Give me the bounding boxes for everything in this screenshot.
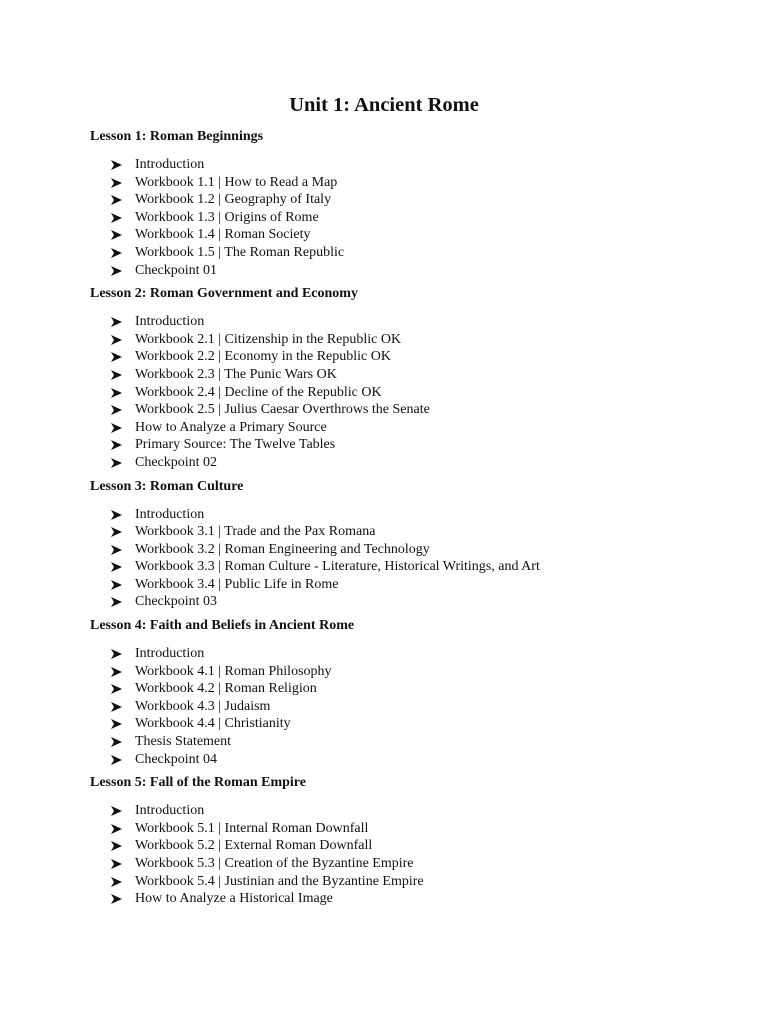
arrowhead-bullet-icon xyxy=(111,719,122,729)
lesson-section xyxy=(90,617,710,768)
list-item-label: Workbook 1.2 | Geography of Italy xyxy=(135,192,332,208)
page-title: Unit 1: Ancient Rome xyxy=(289,94,479,116)
arrowhead-bullet-icon xyxy=(111,458,122,468)
list-item-label: Introduction xyxy=(135,506,205,522)
arrowhead-bullet-icon xyxy=(111,894,122,904)
list-item xyxy=(90,855,710,873)
list-item-label: Workbook 2.2 | Economy in the Republic OK xyxy=(135,349,391,365)
list-item xyxy=(90,820,710,838)
list-item xyxy=(90,348,710,366)
list-item xyxy=(90,209,710,227)
lesson-item-list xyxy=(90,645,710,768)
list-item xyxy=(90,226,710,244)
list-item-label: Workbook 1.4 | Roman Society xyxy=(135,227,311,243)
list-item xyxy=(90,331,710,349)
lesson-item-list xyxy=(90,506,710,612)
lesson-item-list xyxy=(90,802,710,908)
arrowhead-bullet-icon xyxy=(111,510,122,520)
arrowhead-bullet-icon xyxy=(111,352,122,362)
list-item-label: Workbook 2.3 | The Punic Wars OK xyxy=(135,366,337,382)
list-item-label: Workbook 5.2 | External Roman Downfall xyxy=(135,838,373,854)
list-item-label: Workbook 1.5 | The Roman Republic xyxy=(135,244,345,260)
list-item xyxy=(90,454,710,472)
list-item-label: Workbook 4.4 | Christianity xyxy=(135,716,291,732)
arrowhead-bullet-icon xyxy=(111,195,122,205)
list-item-label: Workbook 5.3 | Creation of the Byzantine Empire xyxy=(135,856,414,871)
lesson-section xyxy=(90,128,710,279)
list-item xyxy=(90,366,710,384)
list-item-label: How to Analyze a Historical Image xyxy=(135,891,333,907)
list-item xyxy=(90,541,710,559)
list-item-label: Workbook 2.4 | Decline of the Republic OK xyxy=(135,384,382,400)
list-item-label: Workbook 5.1 | Internal Roman Downfall xyxy=(135,820,369,836)
lesson-heading: Lesson 1: Roman Beginnings xyxy=(90,129,264,144)
list-item xyxy=(90,890,710,908)
list-item-label: Workbook 3.4 | Public Life in Rome xyxy=(135,576,339,592)
list-item-label: Checkpoint 03 xyxy=(135,594,218,610)
arrowhead-bullet-icon xyxy=(111,755,122,765)
arrowhead-bullet-icon xyxy=(111,230,122,240)
list-item xyxy=(90,593,710,611)
list-item-label: Workbook 1.1 | How to Read a Map xyxy=(135,174,338,190)
arrowhead-bullet-icon xyxy=(111,423,122,433)
list-item xyxy=(90,313,710,331)
lesson-section xyxy=(90,478,710,612)
arrowhead-bullet-icon xyxy=(111,580,122,590)
arrowhead-bullet-icon xyxy=(111,248,122,258)
list-item-label: Workbook 3.3 | Roman Culture - Literature, Historical Writings, and Art xyxy=(135,559,540,575)
list-item-label: Introduction xyxy=(135,646,205,662)
arrowhead-bullet-icon xyxy=(111,178,122,188)
lesson-heading: Lesson 2: Roman Government and Economy xyxy=(90,286,358,302)
arrowhead-bullet-icon xyxy=(111,388,122,398)
arrowhead-bullet-icon xyxy=(111,317,122,327)
list-item xyxy=(90,751,710,769)
lesson-section xyxy=(90,774,710,908)
list-item-label: Introduction xyxy=(135,157,205,172)
list-item-label: Workbook 1.3 | Origins of Rome xyxy=(135,209,319,225)
arrowhead-bullet-icon xyxy=(111,649,122,659)
list-item-label: Workbook 2.1 | Citizenship in the Republic OK xyxy=(135,331,402,347)
list-item xyxy=(90,802,710,820)
lesson-item-list xyxy=(90,313,710,471)
list-item-label: Checkpoint 04 xyxy=(135,751,218,767)
list-item xyxy=(90,837,710,855)
lesson-list xyxy=(90,128,710,914)
list-item xyxy=(90,384,710,402)
list-item xyxy=(90,645,710,663)
list-item xyxy=(90,733,710,751)
arrowhead-bullet-icon xyxy=(111,667,122,677)
arrowhead-bullet-icon xyxy=(111,597,122,607)
arrowhead-bullet-icon xyxy=(111,824,122,834)
list-item xyxy=(90,401,710,419)
arrowhead-bullet-icon xyxy=(111,405,122,415)
list-item xyxy=(90,244,710,262)
list-item-label: Workbook 4.1 | Roman Philosophy xyxy=(135,663,332,679)
list-item xyxy=(90,873,710,891)
lesson-section xyxy=(90,285,710,471)
arrowhead-bullet-icon xyxy=(111,370,122,380)
list-item xyxy=(90,156,710,174)
arrowhead-bullet-icon xyxy=(111,702,122,712)
list-item-label: How to Analyze a Primary Source xyxy=(135,419,327,435)
list-item-label: Workbook 2.5 | Julius Caesar Overthrows the Senate xyxy=(135,402,430,418)
list-item xyxy=(90,576,710,594)
list-item-label: Primary Source: The Twelve Tables xyxy=(135,437,336,453)
list-item-label: Introduction xyxy=(135,314,205,330)
lesson-item-list xyxy=(90,156,710,279)
list-item xyxy=(90,558,710,576)
lesson-heading: Lesson 3: Roman Culture xyxy=(90,478,244,494)
list-item xyxy=(90,262,710,280)
arrowhead-bullet-icon xyxy=(111,335,122,345)
list-item xyxy=(90,698,710,716)
arrowhead-bullet-icon xyxy=(111,266,122,276)
arrowhead-bullet-icon xyxy=(111,841,122,851)
list-item-label: Checkpoint 02 xyxy=(135,454,218,470)
arrowhead-bullet-icon xyxy=(111,440,122,450)
list-item-label: Workbook 3.2 | Roman Engineering and Technology xyxy=(135,541,430,557)
list-item-label: Workbook 3.1 | Trade and the Pax Romana xyxy=(135,524,376,540)
list-item-label: Checkpoint 01 xyxy=(135,262,218,278)
arrowhead-bullet-icon xyxy=(111,213,122,223)
arrowhead-bullet-icon xyxy=(111,806,122,816)
list-item xyxy=(90,663,710,681)
list-item xyxy=(90,523,710,541)
arrowhead-bullet-icon xyxy=(111,160,122,170)
arrowhead-bullet-icon xyxy=(111,737,122,747)
list-item-label: Introduction xyxy=(135,803,205,819)
list-item-label: Workbook 4.2 | Roman Religion xyxy=(135,681,317,697)
list-item xyxy=(90,506,710,524)
list-item xyxy=(90,715,710,733)
arrowhead-bullet-icon xyxy=(111,684,122,694)
list-item-label: Thesis Statement xyxy=(135,734,232,750)
arrowhead-bullet-icon xyxy=(111,527,122,537)
list-item xyxy=(90,419,710,437)
arrowhead-bullet-icon xyxy=(111,562,122,572)
arrowhead-bullet-icon xyxy=(111,877,122,887)
lesson-heading: Lesson 5: Fall of the Roman Empire xyxy=(90,775,306,791)
arrowhead-bullet-icon xyxy=(111,545,122,555)
list-item xyxy=(90,436,710,454)
list-item xyxy=(90,191,710,209)
list-item-label: Workbook 5.4 | Justinian and the Byzantine Empire xyxy=(135,873,424,889)
list-item-label: Workbook 4.3 | Judaism xyxy=(135,698,271,714)
list-item xyxy=(90,680,710,698)
list-item xyxy=(90,174,710,192)
arrowhead-bullet-icon xyxy=(111,859,122,869)
lesson-heading: Lesson 4: Faith and Beliefs in Ancient Rome xyxy=(90,618,355,634)
